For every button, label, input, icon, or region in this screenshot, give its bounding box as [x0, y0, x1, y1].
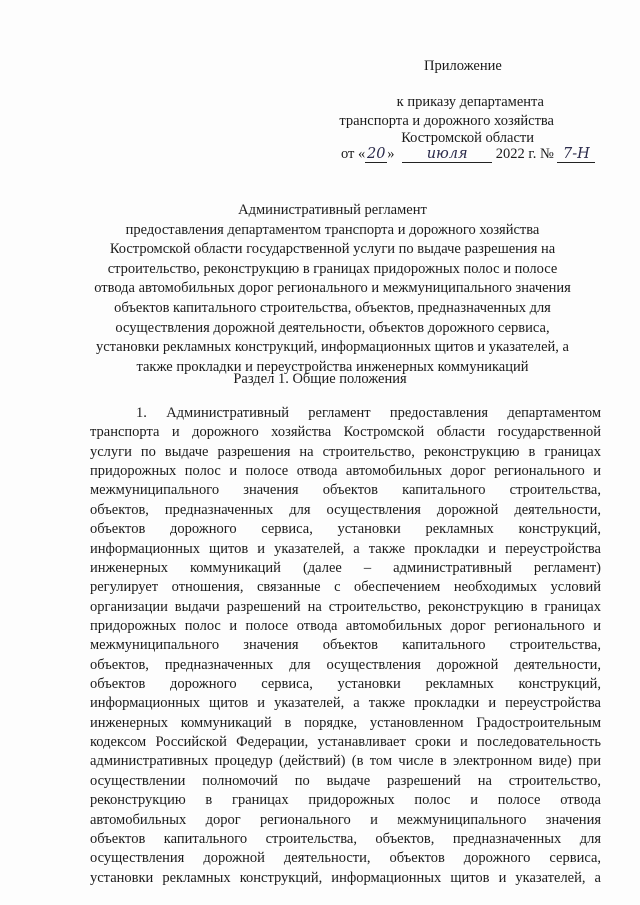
body-line: транспорта и дорожного хозяйства Костромской области государственной: [90, 424, 601, 441]
date-month-handwritten: июля: [402, 147, 492, 163]
body-line: межмуниципального значения объектов капитального строительства,: [90, 637, 601, 654]
body-line: кодексом Российской Федерации, устанавливает сроки и последовательность: [90, 734, 601, 751]
appendix-label: Приложение: [424, 58, 502, 74]
body-line: организации выдачи разрешений на строительство, реконструкцию в границах: [90, 598, 601, 615]
title-line: Административный регламент: [238, 202, 427, 218]
body-line: 1. Административный регламент предоставления департаментом: [136, 405, 601, 421]
body-line: информационных щитов и указателей, а также прокладки и переустройства: [90, 695, 601, 712]
title-line: объектов капитального строительства, объектов, предназначенных для: [114, 299, 551, 316]
body-line: объектов капитального строительства, объектов, предназначенных для: [90, 830, 601, 847]
body-line: объектов дорожного сервиса, установки рекламных конструкций,: [90, 521, 601, 538]
date-prefix: от «: [341, 146, 366, 162]
title-line: строительство, реконструкцию в границах придорожных полос и полосе: [107, 260, 558, 277]
order-date-line: [341, 146, 595, 163]
body-line: инженерных коммуникаций в порядке, установленном Градостроительным: [90, 714, 601, 731]
order-line-3: Костромской области: [401, 130, 534, 146]
body-line: инженерных коммуникаций (далее – административный регламент): [90, 559, 601, 576]
body-line: объектов дорожного сервиса, установки рекламных конструкций,: [90, 676, 601, 693]
title-line: установки рекламных конструкций, информационных щитов и указателей, а: [95, 339, 569, 356]
title-line: также прокладки и переустройства инженерных коммуникаций: [136, 358, 529, 375]
body-line: межмуниципального значения объектов капитального строительства,: [90, 482, 601, 499]
title-line: отвода автомобильных дорог регионального и межмуниципального значения: [94, 280, 571, 297]
date-day-handwritten: 20: [367, 146, 386, 162]
body-line: осуществлении полномочий по выдаче разрешений на строительство,: [90, 772, 601, 789]
title-line: Костромской области государственной услуги по выдаче разрешения на: [109, 241, 556, 258]
body-line: автомобильных дорог регионального и межмуниципального значения: [90, 811, 601, 828]
regulation-title: [60, 201, 605, 377]
date-year-number: 2022 г. №: [492, 146, 558, 162]
date-quote-close: »: [387, 146, 395, 162]
title-line: осуществления дорожной деятельности, объектов дорожного сервиса,: [115, 319, 550, 336]
body-line: осуществления дорожной деятельности, объектов дорожного сервиса,: [90, 850, 601, 867]
order-number-handwritten: 7-Н: [557, 147, 595, 163]
body-line: придорожных полос и полосе отвода автомобильных дорог регионального и: [90, 617, 601, 634]
body-line: реконструкцию в границах придорожных полос и полосе отвода: [90, 792, 601, 809]
body-line: информационных щитов и указателей, а также прокладки и переустройства: [90, 540, 601, 557]
title-line: предоставления департаментом транспорта и дорожного хозяйства: [125, 221, 540, 238]
section-title: Раздел 1. Общие положения: [233, 371, 407, 387]
order-line-2: транспорта и дорожного хозяйства: [339, 113, 554, 129]
paragraph-1: [90, 404, 601, 888]
body-line: объектов, предназначенных для осуществления дорожной деятельности,: [90, 656, 601, 673]
body-line: объектов, предназначенных для осуществления дорожной деятельности,: [90, 501, 601, 518]
body-line: установки рекламных конструкций, информационных щитов и указателей, а: [90, 869, 601, 886]
body-line: административных процедур (действий) (в том числе в электронном виде) при: [90, 753, 601, 770]
body-line: придорожных полос и полосе отвода автомобильных дорог регионального и: [90, 463, 601, 480]
body-line: регулирует отношения, связанные с обеспечением необходимых условий: [90, 579, 601, 596]
order-line-1: к приказу департамента: [396, 94, 544, 110]
body-line: услуги по выдаче разрешения на строительство, реконструкцию в границах: [90, 443, 601, 460]
